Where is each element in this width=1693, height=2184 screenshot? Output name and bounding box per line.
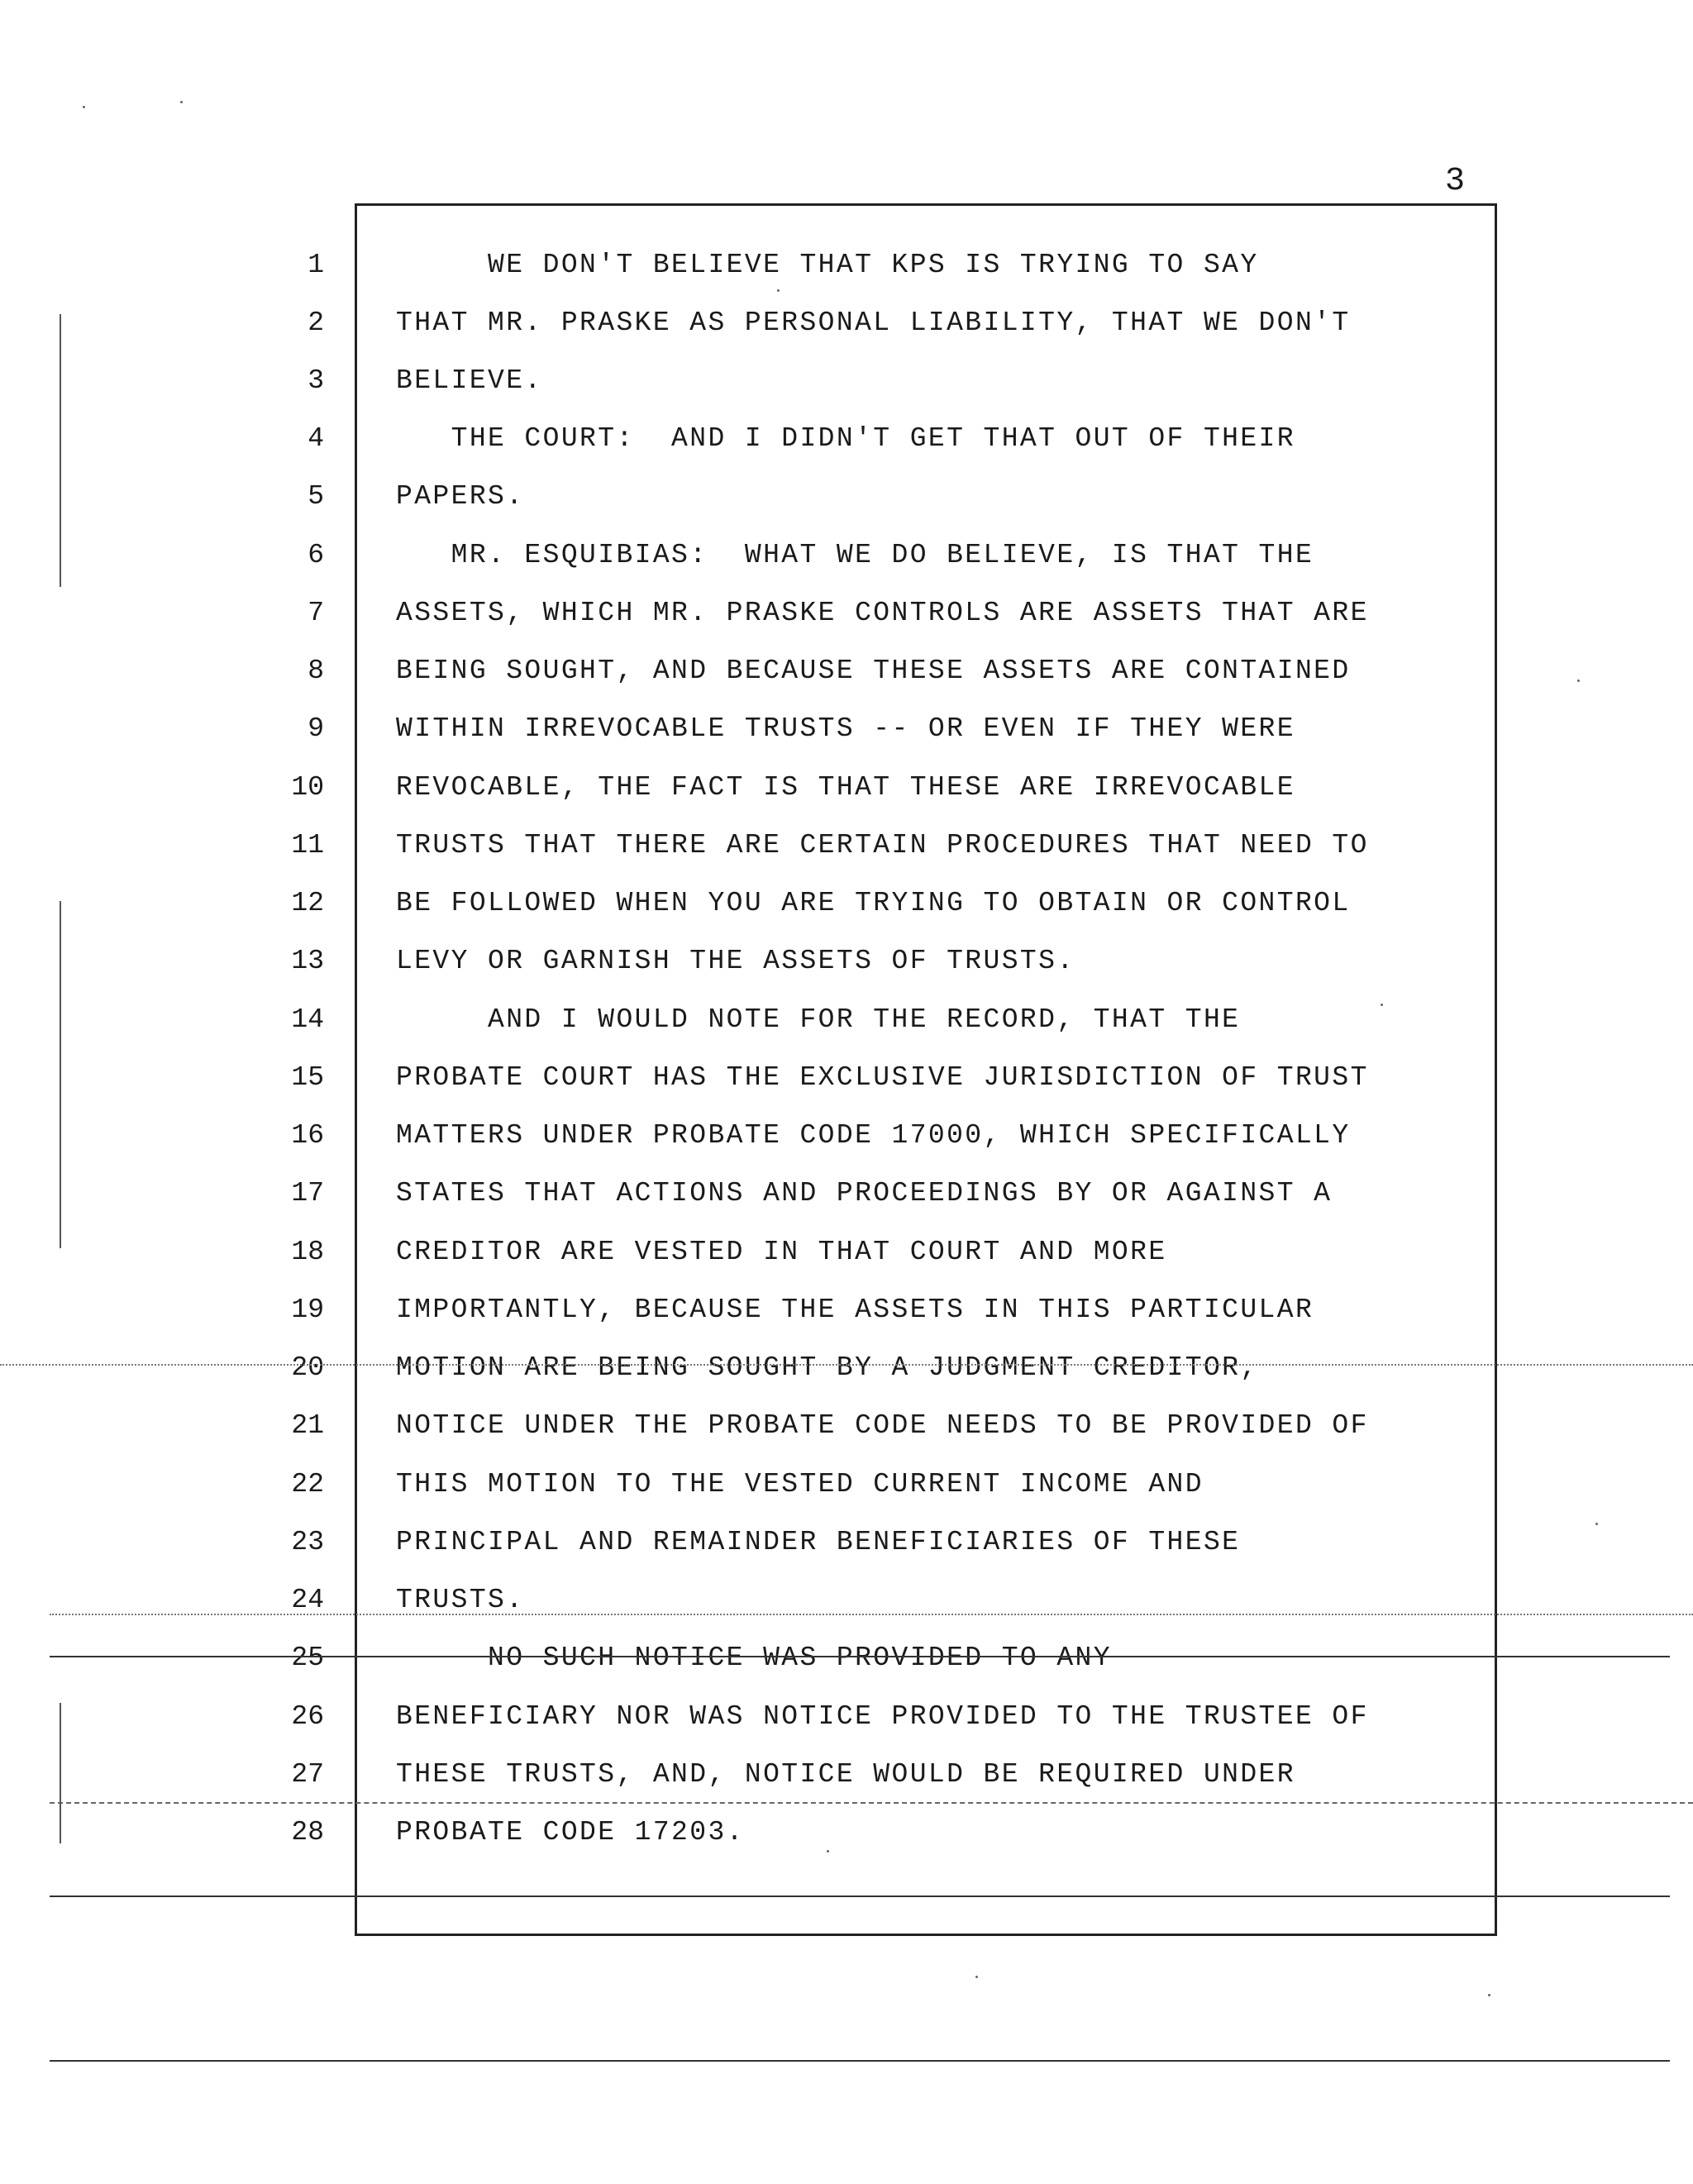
- line-number: 22: [291, 1469, 324, 1500]
- line-number: 12: [291, 888, 324, 918]
- line-text: WITHIN IRREVOCABLE TRUSTS -- OR EVEN IF THEY WERE: [396, 713, 1295, 744]
- transcript-line: [0, 1571, 1693, 1629]
- line-number: 8: [308, 656, 324, 686]
- scan-artifact-line: [50, 1614, 1693, 1615]
- line-text: MATTERS UNDER PROBATE CODE 17000, WHICH SPECIFICALLY: [396, 1120, 1351, 1151]
- line-text: ASSETS, WHICH MR. PRASKE CONTROLS ARE ASSETS THAT ARE: [396, 598, 1369, 628]
- line-number: 16: [291, 1120, 324, 1151]
- line-text: BELIEVE.: [396, 365, 543, 396]
- transcript-line: [0, 875, 1693, 932]
- transcript-line: [0, 1049, 1693, 1107]
- line-text: CREDITOR ARE VESTED IN THAT COURT AND MORE: [396, 1237, 1167, 1267]
- transcript-line: [0, 1165, 1693, 1223]
- line-number: 11: [291, 830, 324, 861]
- line-text: THESE TRUSTS, AND, NOTICE WOULD BE REQUIRED UNDER: [396, 1759, 1295, 1790]
- line-number: 15: [291, 1062, 324, 1093]
- line-text: NO SUCH NOTICE WAS PROVIDED TO ANY: [396, 1643, 1112, 1673]
- scan-speck: [1577, 680, 1580, 682]
- scan-speck: [1381, 1004, 1383, 1006]
- transcript-line: [0, 1107, 1693, 1165]
- line-text: PROBATE CODE 17203.: [396, 1817, 745, 1848]
- line-text: AND I WOULD NOTE FOR THE RECORD, THAT THE: [396, 1004, 1241, 1035]
- transcript-line: [0, 584, 1693, 642]
- scan-artifact-line: [0, 1364, 1693, 1366]
- line-text: TRUSTS.: [396, 1585, 525, 1615]
- scan-artifact-line: [50, 1896, 1670, 1897]
- transcript-line: [0, 1397, 1693, 1455]
- line-text: NOTICE UNDER THE PROBATE CODE NEEDS TO BE PROVIDED OF: [396, 1410, 1369, 1441]
- scan-speck: [777, 289, 780, 292]
- transcript-line: [0, 527, 1693, 584]
- scan-artifact-line: [50, 1802, 1693, 1804]
- scan-speck: [827, 1850, 829, 1853]
- transcript-line: [0, 932, 1693, 990]
- line-number: 1: [308, 250, 324, 280]
- scan-artifact-line: [50, 2060, 1670, 2062]
- line-text: WE DON'T BELIEVE THAT KPS IS TRYING TO SAY: [396, 250, 1259, 280]
- line-text: BENEFICIARY NOR WAS NOTICE PROVIDED TO THE TRUSTEE OF: [396, 1701, 1369, 1732]
- transcript-line: [0, 700, 1693, 758]
- transcript-line: [0, 991, 1693, 1049]
- line-text: BE FOLLOWED WHEN YOU ARE TRYING TO OBTAIN OR CONTROL: [396, 888, 1351, 918]
- scan-artifact-line: [50, 1656, 1670, 1657]
- scan-artifact-line: [60, 901, 61, 1248]
- line-number: 9: [308, 713, 324, 744]
- line-text: LEVY OR GARNISH THE ASSETS OF TRUSTS.: [396, 946, 1075, 976]
- line-text: BEING SOUGHT, AND BECAUSE THESE ASSETS ARE CONTAINED: [396, 656, 1351, 686]
- transcript-line: [0, 1629, 1693, 1687]
- transcript-line: [0, 410, 1693, 468]
- transcript-line: [0, 1688, 1693, 1746]
- line-number: 10: [291, 772, 324, 803]
- line-number: 13: [291, 946, 324, 976]
- line-number: 4: [308, 423, 324, 454]
- line-text: PAPERS.: [396, 481, 525, 512]
- line-text: REVOCABLE, THE FACT IS THAT THESE ARE IRREVOCABLE: [396, 772, 1295, 803]
- line-number: 21: [291, 1410, 324, 1441]
- scan-speck: [180, 101, 183, 103]
- line-text: STATES THAT ACTIONS AND PROCEEDINGS BY OR AGAINST A: [396, 1178, 1333, 1209]
- transcript-line: [0, 468, 1693, 526]
- transcript-line: [0, 1223, 1693, 1281]
- transcript-line: [0, 294, 1693, 352]
- transcript-line: [0, 1456, 1693, 1514]
- line-number: 7: [308, 598, 324, 628]
- line-number: 5: [308, 481, 324, 512]
- line-text: TRUSTS THAT THERE ARE CERTAIN PROCEDURES THAT NEED TO: [396, 830, 1369, 861]
- line-text: PRINCIPAL AND REMAINDER BENEFICIARIES OF THESE: [396, 1527, 1241, 1557]
- transcript-line: [0, 642, 1693, 700]
- line-number: 25: [291, 1643, 324, 1673]
- scan-speck: [1595, 1523, 1598, 1525]
- line-text: MOTION ARE BEING SOUGHT BY A JUDGMENT CREDITOR,: [396, 1352, 1259, 1383]
- transcript-line: [0, 817, 1693, 875]
- line-text: PROBATE COURT HAS THE EXCLUSIVE JURISDICTION OF TRUST: [396, 1062, 1369, 1093]
- line-number: 3: [308, 365, 324, 396]
- transcript-line: [0, 1514, 1693, 1571]
- scan-speck: [1488, 1994, 1490, 1996]
- line-text: IMPORTANTLY, BECAUSE THE ASSETS IN THIS PARTICULAR: [396, 1295, 1314, 1325]
- transcript-line: [0, 1746, 1693, 1804]
- line-number: 19: [291, 1295, 324, 1325]
- line-number: 2: [308, 308, 324, 338]
- line-number: 17: [291, 1178, 324, 1209]
- transcript-line: [0, 1281, 1693, 1339]
- line-number: 26: [291, 1701, 324, 1732]
- line-text: MR. ESQUIBIAS: WHAT WE DO BELIEVE, IS THAT THE: [396, 540, 1314, 570]
- line-number: 20: [291, 1352, 324, 1383]
- page-number: 3: [1445, 163, 1466, 200]
- transcript-line: [0, 1804, 1693, 1862]
- line-text: THIS MOTION TO THE VESTED CURRENT INCOME AND: [396, 1469, 1204, 1500]
- scan-speck: [975, 1976, 978, 1978]
- line-number: 6: [308, 540, 324, 570]
- scan-artifact-line: [60, 314, 61, 587]
- line-number: 28: [291, 1817, 324, 1848]
- transcript-line: [0, 236, 1693, 294]
- transcript-line: [0, 1339, 1693, 1397]
- line-number: 24: [291, 1585, 324, 1615]
- transcript-line: [0, 759, 1693, 817]
- transcript-line: [0, 352, 1693, 410]
- scan-speck: [83, 106, 85, 108]
- line-number: 27: [291, 1759, 324, 1790]
- line-number: 14: [291, 1004, 324, 1035]
- line-text: THE COURT: AND I DIDN'T GET THAT OUT OF THEIR: [396, 423, 1295, 454]
- line-number: 23: [291, 1527, 324, 1557]
- line-text: THAT MR. PRASKE AS PERSONAL LIABILITY, THAT WE DON'T: [396, 308, 1351, 338]
- scan-artifact-line: [60, 1703, 61, 1843]
- line-number: 18: [291, 1237, 324, 1267]
